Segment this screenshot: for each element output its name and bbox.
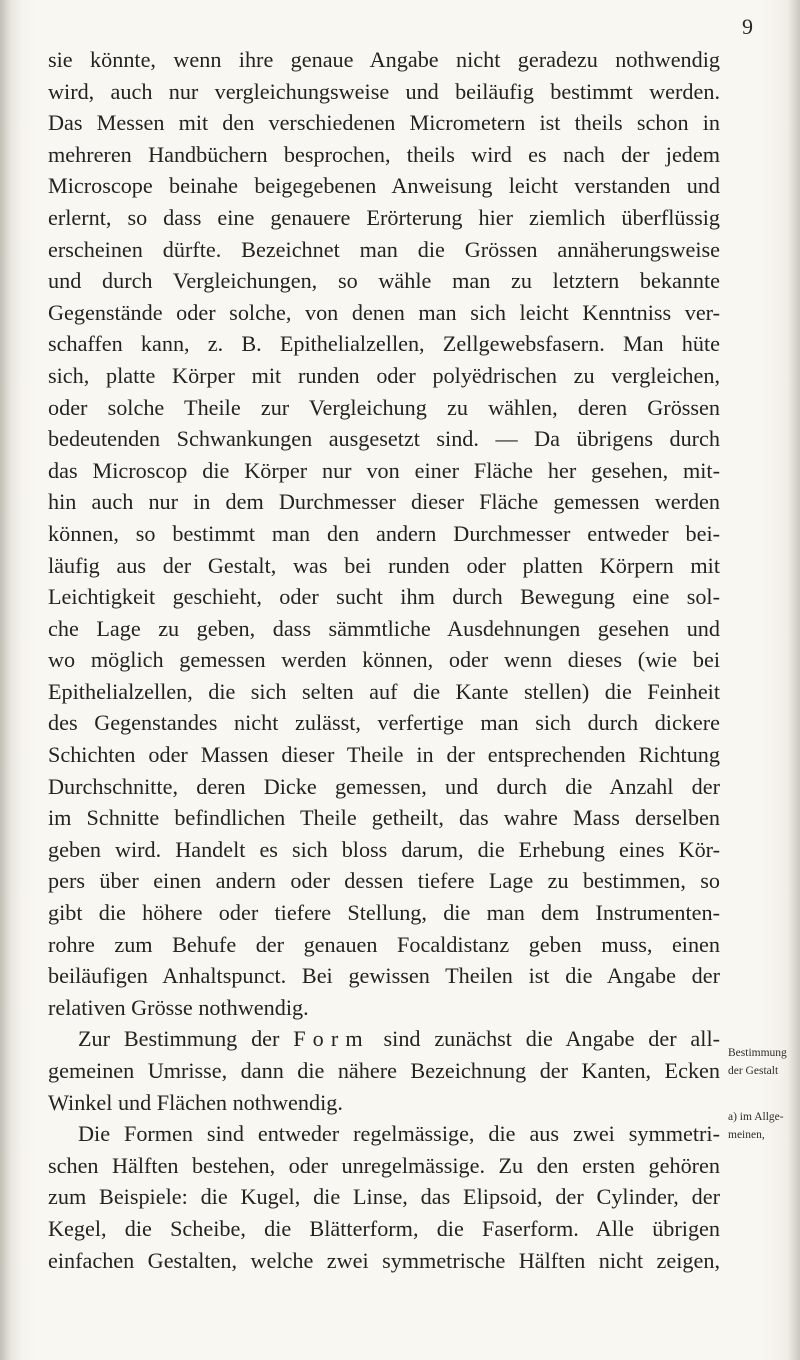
- form-paragraph-first-line: [48, 1023, 720, 1055]
- text-line: und durch Vergleichungen, so wähle man zu letztern bekannte: [48, 268, 720, 294]
- text-line: erlernt, so dass eine genauere Erörterung hier ziemlich überflüssig: [48, 204, 720, 230]
- text-line: schen Hälften bestehen, oder unregelmässige. Zu den ersten gehören: [48, 1152, 720, 1178]
- paragraph-end-line: relativen Grösse nothwendig.: [48, 994, 309, 1020]
- text-line: wo möglich gemessen werden können, oder wenn dieses (wie bei: [48, 647, 720, 673]
- body-text: [48, 44, 720, 1276]
- text-line: gemeinen Umrisse, dann die nähere Bezeichnung der Kanten, Ecken: [48, 1058, 720, 1083]
- emphasized-word-form: Form: [293, 1026, 370, 1052]
- text-line: zum Beispiele: die Kugel, die Linse, das Elipsoid, der Cylinder, der: [48, 1184, 720, 1210]
- text-line: Das Messen mit den verschiedenen Micrometern ist theils schon in: [48, 110, 720, 136]
- text-line: Microscope beinahe beigegebenen Anweisung leicht verstanden und: [48, 173, 720, 199]
- text-line: läufig aus der Gestalt, was bei runden oder platten Körpern mit: [48, 552, 720, 578]
- text-line: sich, platte Körper mit runden oder polyëdrischen zu vergleichen,: [48, 362, 720, 388]
- text-line: rohre zum Behufe der genauen Focaldistanz geben muss, einen: [48, 931, 720, 957]
- form-line-prefix: Zur Bestimmung der: [78, 1026, 294, 1052]
- text-line: Leichtigkeit geschieht, oder sucht ihm durch Bewegung eine sol-: [48, 584, 720, 610]
- page-edge-shadow: [788, 0, 800, 1360]
- margin-note-line: meinen,: [728, 1129, 765, 1141]
- text-line: bedeutenden Schwankungen ausgesetzt sind. — Da übrigens durch: [48, 426, 720, 452]
- margin-note-line: der Gestalt: [728, 1065, 779, 1077]
- text-line: im Schnitte befindlichen Theile getheilt, das wahre Mass derselben: [48, 805, 720, 831]
- text-line: geben wird. Handelt es sich bloss darum, die Erhebung eines Kör-: [48, 836, 720, 862]
- binding-gutter-shadow: [0, 0, 22, 1360]
- text-line: sie könnte, wenn ihre genaue Angabe nicht geradezu nothwendig: [48, 47, 720, 72]
- margin-notes: [728, 1044, 796, 1144]
- text-line: Kegel, die Scheibe, die Blätterform, die Faserform. Alle übrigen: [48, 1215, 720, 1241]
- form-line-suffix: sind zunächst die Angabe der all-: [369, 1026, 720, 1052]
- text-line: können, so bestimmt man den andern Durchmesser entweder bei-: [48, 520, 720, 546]
- margin-note-line: a) im Allge-: [728, 1111, 784, 1123]
- margin-note-gap: [728, 1080, 796, 1108]
- text-line: des Gegenstandes nicht zulässt, verfertige man sich durch dickere: [48, 710, 720, 736]
- text-line: schaffen kann, z. B. Epithelialzellen, Zellgewebsfasern. Man hüte: [48, 331, 720, 357]
- text-line: mehreren Handbüchern besprochen, theils wird es nach der jedem: [48, 141, 720, 167]
- text-line: wird, auch nur vergleichungsweise und beiläufig bestimmt werden.: [48, 78, 720, 104]
- page-number: 9: [742, 14, 753, 39]
- text-line: Durchschnitte, deren Dicke gemessen, und durch die Anzahl der: [48, 773, 720, 799]
- text-line: Epithelialzellen, die sich selten auf die Kante stellen) die Feinheit: [48, 678, 720, 704]
- text-line: erscheinen dürfte. Bezeichnet man die Grössen annäherungsweise: [48, 236, 720, 262]
- text-line: oder solche Theile zur Vergleichung zu wählen, deren Grössen: [48, 394, 720, 420]
- paragraph-first-line: Die Formen sind entweder regelmässige, die aus zwei symmetri-: [78, 1121, 720, 1147]
- text-line: che Lage zu geben, dass sämmtliche Ausdehnungen gesehen und: [48, 615, 720, 641]
- text-line: pers über einen andern oder dessen tiefere Lage zu bestimmen, so: [48, 868, 720, 894]
- text-line: das Microscop die Körper nur von einer Fläche her gesehen, mit-: [48, 457, 720, 483]
- margin-note-line: Bestimmung: [728, 1047, 787, 1059]
- text-line: einfachen Gestalten, welche zwei symmetrische Hälften nicht zeigen,: [48, 1247, 720, 1273]
- text-line: beiläufigen Anhaltspunct. Bei gewissen Theilen ist die Angabe der: [48, 963, 720, 989]
- text-line: gibt die höhere oder tiefere Stellung, die man dem Instrumenten-: [48, 900, 720, 926]
- text-line: Gegenstände oder solche, von denen man sich leicht Kenntniss ver-: [48, 299, 720, 325]
- text-line: Schichten oder Massen dieser Theile in der entsprechenden Richtung: [48, 742, 720, 768]
- paragraph-end-line: Winkel und Flächen nothwendig.: [48, 1089, 343, 1115]
- text-line: hin auch nur in dem Durchmesser dieser Fläche gemessen werden: [48, 489, 720, 515]
